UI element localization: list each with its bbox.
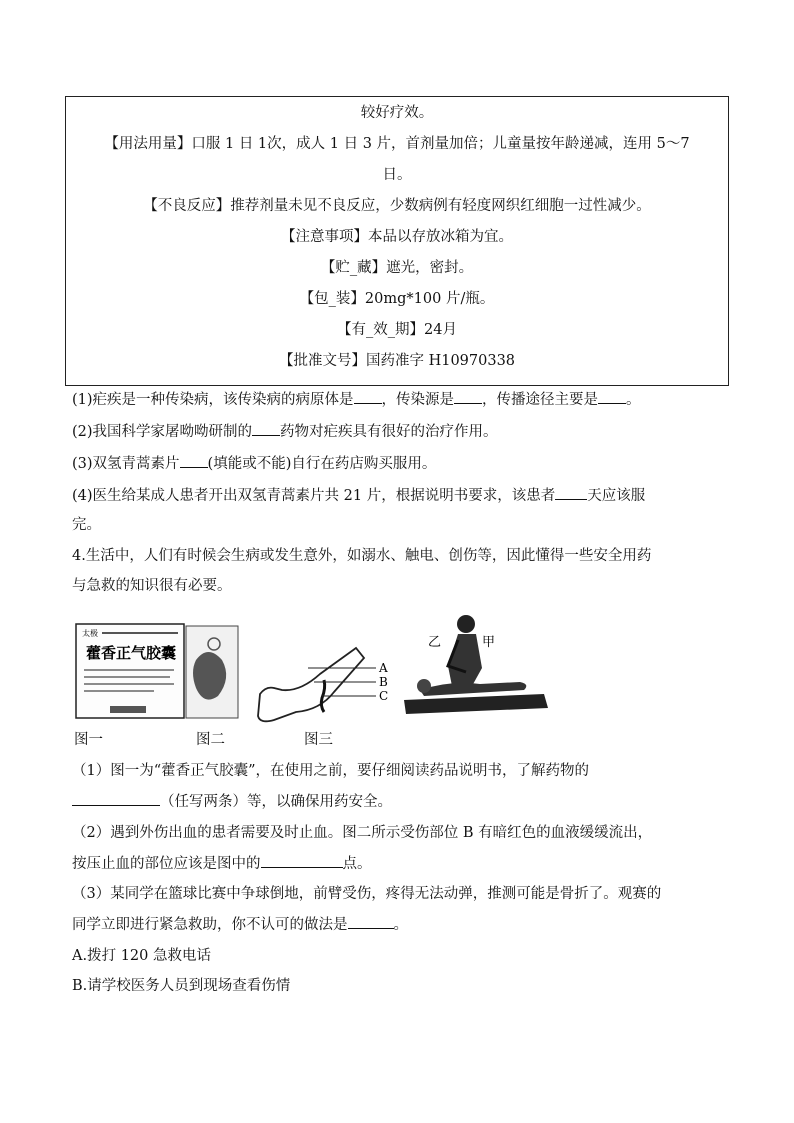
q4-sub-3-line-2 xyxy=(72,914,408,935)
rescuer-head xyxy=(457,615,475,633)
person-label-jia: 甲 xyxy=(482,635,496,650)
box-brand-text: 藿香正气胶囊 xyxy=(86,644,177,662)
lying-person xyxy=(420,682,526,696)
q3-item-1-text-a: (1)疟疾是一种传染病，该传染病的病原体是 xyxy=(72,392,354,408)
q3-item-1-text-c: ，传播途径主要是 xyxy=(482,392,599,408)
q4-sub-2-line-2 xyxy=(72,853,372,874)
point-a-label: A xyxy=(379,661,388,675)
q4-sub-3-text-b: 。 xyxy=(393,917,408,933)
drug-instruction-box xyxy=(65,96,729,386)
q3-item-3-text-b: (填能或不能)自行在药店购买服用。 xyxy=(207,456,437,472)
answer-blank[interactable] xyxy=(180,453,208,468)
figure-1-medicine-box xyxy=(74,622,240,722)
box-front xyxy=(76,624,184,718)
box-line-1: 较好疗效。 xyxy=(360,105,434,121)
q3-item-2-text-a: (2)我国科学家屠呦呦研制的 xyxy=(72,424,253,440)
option-a: A.拨打 120 急救电话 xyxy=(72,948,211,964)
q4-intro-line-2: 与急救的知识很有必要。 xyxy=(72,578,232,594)
q4-sub-2-text-b: 点。 xyxy=(342,856,372,872)
answer-blank[interactable] xyxy=(555,485,587,500)
box-logo: 太极 xyxy=(82,629,98,638)
q4-sub-3-line-1: （3）某同学在篮球比赛中争球倒地，前臂受伤，疼得无法动弹，推测可能是骨折了。观赛的 xyxy=(72,886,662,902)
box-line-2: 【用法用量】口服 1 日 1次，成人 1 日 3 片，首剂量加倍；儿童量按年龄递减，连用 5～7 xyxy=(104,136,690,152)
ground-mat xyxy=(404,694,548,714)
rescuer-body xyxy=(448,634,482,686)
box-line-9: 【批准文号】国药准字 H10970338 xyxy=(278,353,516,369)
box-line-6: 【贮_藏】遮光，密封。 xyxy=(320,260,474,276)
q4-sub-1-line-1: （1）图一为“藿香正气胶囊”，在使用之前，要仔细阅读药品说明书，了解药物的 xyxy=(72,763,590,779)
q3-item-1 xyxy=(72,389,641,410)
q3-item-1-text-b: ，传染源是 xyxy=(381,392,455,408)
caption-figure-3: 图三 xyxy=(304,732,333,748)
q3-item-4 xyxy=(72,485,645,506)
caption-figure-1: 图一 xyxy=(74,732,103,748)
box-line-8: 【有_效_期】24月 xyxy=(337,322,457,338)
q4-sub-1-text: （任写两条）等，以确保用药安全。 xyxy=(160,794,392,810)
box-line-3: 日。 xyxy=(382,167,412,183)
box-line-4: 【不良反应】推荐剂量未见不良反应，少数病例有轻度网织红细胞一过性减少。 xyxy=(143,198,651,214)
figure-3-cpr-scene xyxy=(402,610,550,718)
answer-blank[interactable] xyxy=(72,791,160,806)
q3-item-3-text-a: (3)双氢青蒿素片 xyxy=(72,456,180,472)
q4-sub-3-text-a: 同学立即进行紧急救助，你不认可的做法是 xyxy=(72,917,348,933)
caption-figure-2: 图二 xyxy=(196,732,225,748)
person-label-yi: 乙 xyxy=(428,635,442,650)
figure-2-leg-diagram xyxy=(248,642,394,728)
answer-blank[interactable] xyxy=(354,389,382,404)
q4-sub-2-line-1: （2）遇到外伤出血的患者需要及时止血。图二所示受伤部位 B 有暗红色的血液缓缓流出， xyxy=(72,825,653,841)
q4-intro-line-1: 4.生活中，人们有时候会生病或发生意外，如溺水、触电、创伤等，因此懂得一些安全用药 xyxy=(72,548,652,564)
box-line-7: 【包_装】20mg*100 片/瓶。 xyxy=(299,291,495,307)
answer-blank[interactable] xyxy=(454,389,482,404)
q3-item-4-text-b: 天应该服 xyxy=(587,488,646,504)
lying-head xyxy=(417,679,431,693)
q3-item-4-cont: 完。 xyxy=(72,517,101,533)
q4-sub-1-line-2 xyxy=(72,791,392,812)
q3-item-3 xyxy=(72,453,436,474)
answer-blank[interactable] xyxy=(261,853,343,868)
point-b-label: B xyxy=(379,675,388,689)
option-b: B.请学校医务人员到现场查看伤情 xyxy=(72,978,291,994)
box-line-5: 【注意事项】本品以存放冰箱为宜。 xyxy=(281,229,513,245)
box-barcode xyxy=(110,706,146,713)
q4-sub-2-text-a: 按压止血的部位应该是图中的 xyxy=(72,856,261,872)
q3-item-2 xyxy=(72,421,498,442)
q3-item-4-text-a: (4)医生给某成人患者开出双氢青蒿素片共 21 片，根据说明书要求，该患者 xyxy=(72,488,556,504)
q3-item-1-text-d: 。 xyxy=(626,392,641,408)
q3-item-2-text-b: 药物对疟疾具有很好的治疗作用。 xyxy=(280,424,498,440)
leg-outline xyxy=(258,648,364,721)
point-c-label: C xyxy=(379,689,389,703)
answer-blank[interactable] xyxy=(252,421,280,436)
answer-blank[interactable] xyxy=(348,914,394,929)
answer-blank[interactable] xyxy=(598,389,626,404)
